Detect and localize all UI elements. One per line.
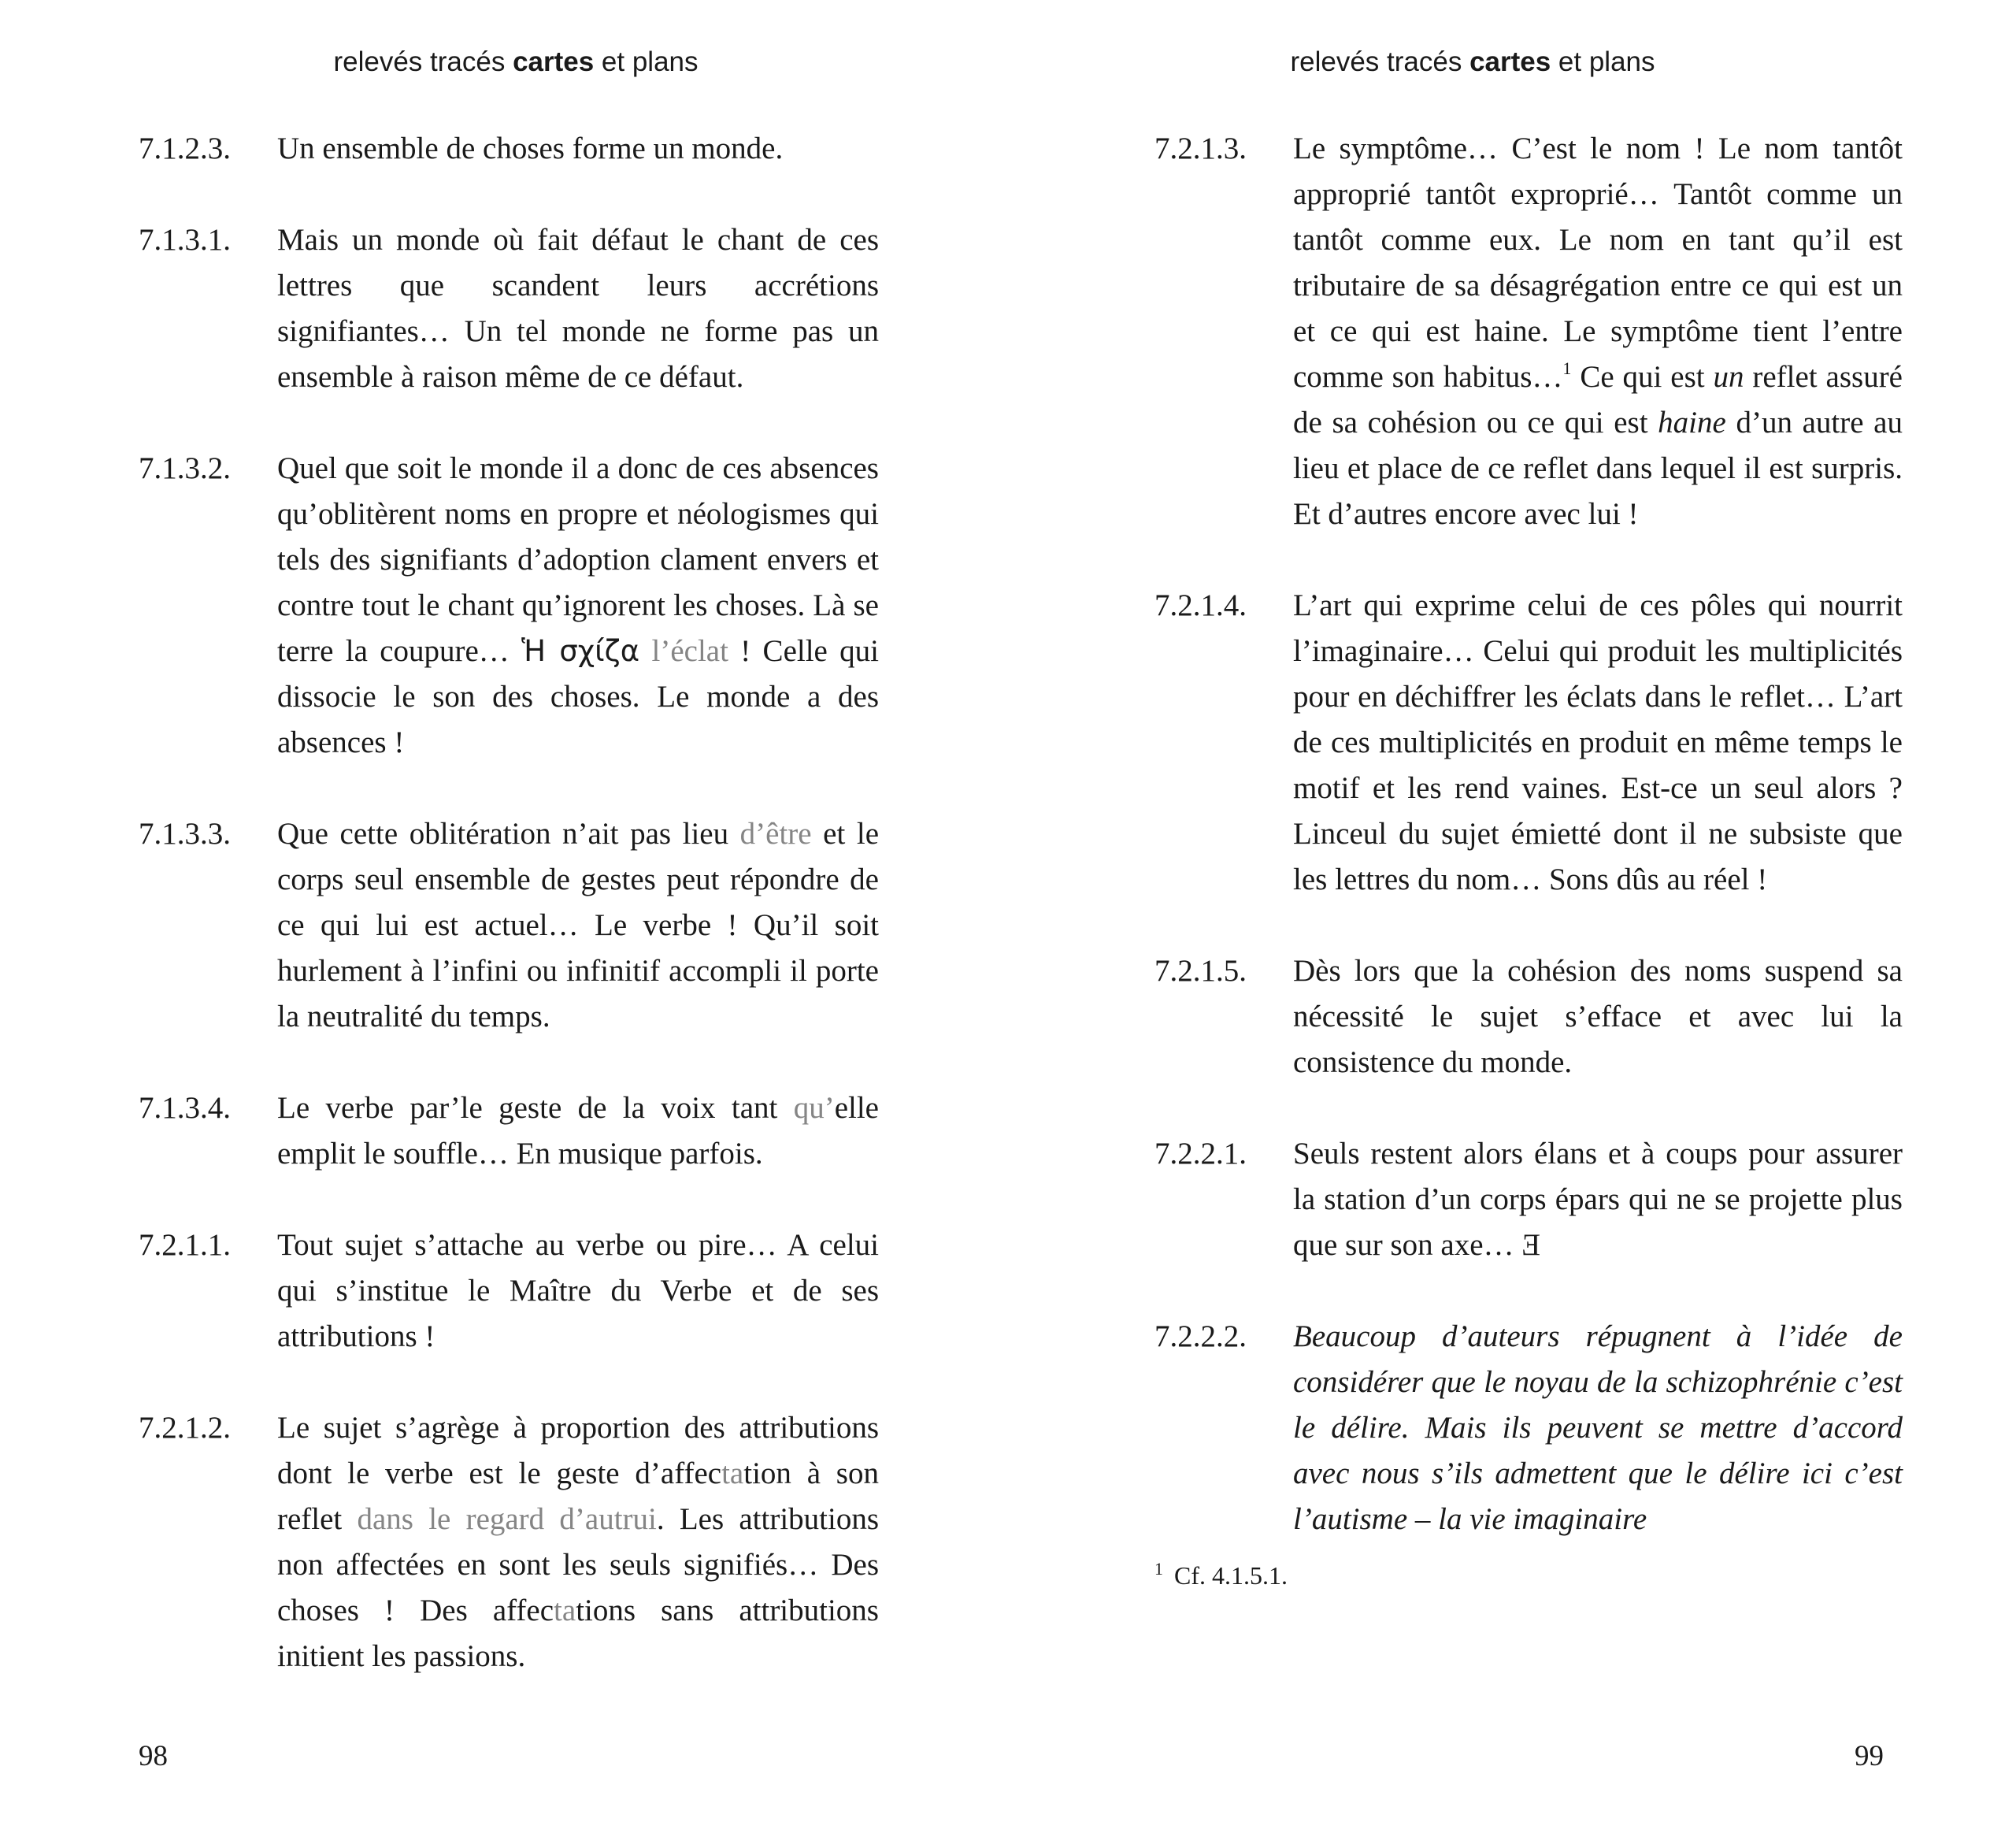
paragraph-number: 7.2.1.5. bbox=[1154, 954, 1247, 988]
paragraph-7-2-1-1 bbox=[139, 1223, 879, 1360]
paragraph-7-2-1-5 bbox=[1154, 948, 1903, 1085]
paragraph-number: 7.1.3.3. bbox=[139, 817, 231, 851]
paragraph-7-1-2-3 bbox=[139, 126, 879, 172]
paragraph-7-2-1-4 bbox=[1154, 583, 1903, 903]
paragraph-number: 7.2.1.1. bbox=[139, 1228, 231, 1262]
paragraph-number: 7.2.1.2. bbox=[139, 1411, 231, 1445]
paragraph-text: Le symptôme… C’est le nom ! Le nom tantôt approprié tantôt exproprié… Tantôt comme un tantôt comme eux. Le nom en tant qu’il est tributaire de sa désagrégation entre ce qui est un et ce qui est haine. Le symptôme tient l’entre comme son habitus…$^1$ Ce qui est un reflet assuré de sa cohésion ou ce qui est haine d’un autre au lieu et place de ce reflet dans lequel il est surpris. Et d’autres encore avec lui ! bbox=[1293, 132, 1903, 531]
paragraph-number: 7.2.1.3. bbox=[1154, 132, 1247, 165]
right-page bbox=[1008, 0, 2016, 1833]
paragraph-7-1-3-1 bbox=[139, 217, 879, 400]
footnote-text: Cf. 4.1.5.1. bbox=[1174, 1561, 1288, 1590]
page-number-left: 98 bbox=[139, 1740, 168, 1772]
paragraph-7-2-1-3 bbox=[1154, 126, 1903, 537]
paragraph-text: Seuls restent alors élans et à coups pour assurer la station d’un corps épars qui ne se projette plus que sur son axe… Ǝ bbox=[1293, 1137, 1903, 1262]
paragraph-text: Dès lors que la cohésion des noms suspend sa nécessité le sujet s’efface et avec lui la consistence du monde. bbox=[1293, 954, 1903, 1079]
paragraph-text: Tout sujet s’attache au verbe ou pire… A celui qui s’institue le Maître du Verbe et de ses attributions ! bbox=[277, 1228, 879, 1353]
paragraph-number: 7.2.1.4. bbox=[1154, 588, 1247, 622]
paragraph-text: L’art qui exprime celui de ces pôles qui nourrit l’imaginaire… Celui qui produit les multiplicités pour en déchiffrer les éclats dans le reflet… L’art de ces multiplicités en produit en même temps le motif et les rend vaines. Est-ce un seul alors ? Linceul du sujet émietté dont il ne subsiste que les lettres du nom… Sons dûs au réel ! bbox=[1293, 588, 1903, 896]
paragraph-number: 7.1.3.1. bbox=[139, 223, 231, 257]
gray-highlight: l’éclat bbox=[651, 634, 728, 668]
paragraph-text: Le verbe par’le geste de la voix tant qu’elle emplit le souffle… En musique parfois. bbox=[277, 1091, 879, 1171]
page-number-right: 99 bbox=[1855, 1740, 1884, 1772]
running-head-right: relevés tracés cartes et plans bbox=[1290, 46, 1655, 77]
right-page-content bbox=[1154, 126, 1903, 1593]
gray-highlight: qu’ bbox=[793, 1091, 835, 1125]
gray-highlight: d’être bbox=[739, 817, 812, 851]
paragraph-7-1-3-3 bbox=[139, 811, 879, 1040]
paragraph-text-quote: Beaucoup d’auteurs répugnent à l’idée de considérer que le noyau de la schizophrénie c’est le délire. Mais ils peuvent se mettre d’accord avec nous s’ils admettent que le délire ici c’est l’autisme – la vie imaginaire bbox=[1293, 1319, 1903, 1536]
footnote-mark: 1 bbox=[1154, 1559, 1163, 1579]
gray-highlight: dans le regard d’autrui bbox=[357, 1502, 657, 1536]
paragraph-number: 7.1.3.4. bbox=[139, 1091, 231, 1125]
paragraph-number: 7.2.2.1. bbox=[1154, 1137, 1247, 1171]
paragraph-7-2-1-2 bbox=[139, 1405, 879, 1679]
left-page-content bbox=[139, 126, 879, 1725]
paragraph-7-2-2-2 bbox=[1154, 1314, 1903, 1542]
paragraph-7-2-2-1 bbox=[1154, 1131, 1903, 1268]
footnote-reference: 1 bbox=[1562, 358, 1572, 378]
paragraph-number: 7.1.2.3. bbox=[139, 132, 231, 165]
paragraph-text: Quel que soit le monde il a donc de ces absences qu’oblitèrent noms en propre et néologismes qui tels des signifiants d’adoption clament envers et contre tout le chant qu’ignorent les choses. Là se terre la coupure… Ἡ σχίζα l’éclat ! Celle qui dissocie le son des choses. Le monde a des absences ! bbox=[277, 451, 879, 759]
paragraph-text: Le sujet s’agrège à proportion des attributions dont le verbe est le geste d’affectation à son reflet dans le regard d’autrui. Les attributions non affectées en sont les seuls signifiés… Des choses ! Des affectations sans attributions initient les passions. bbox=[277, 1411, 880, 1673]
paragraph-7-1-3-2 bbox=[139, 446, 879, 766]
paragraph-text: Un ensemble de choses forme un monde. bbox=[277, 132, 784, 165]
paragraph-7-1-3-4 bbox=[139, 1085, 879, 1177]
running-head-left: relevés tracés cartes et plans bbox=[333, 46, 699, 77]
gray-highlight: ta bbox=[554, 1594, 576, 1627]
paragraph-number: 7.1.3.2. bbox=[139, 451, 231, 485]
greek-word: Ἡ σχίζα bbox=[521, 634, 640, 668]
paragraph-text: Mais un monde où fait défaut le chant de ces lettres que scandent leurs accrétions signifiantes… Un tel monde ne forme pas un ensemble à raison même de ce défaut. bbox=[277, 223, 879, 394]
paragraph-number: 7.2.2.2. bbox=[1154, 1319, 1247, 1353]
gray-highlight: ta bbox=[721, 1456, 744, 1490]
paragraph-text: Que cette oblitération n’ait pas lieu d’être et le corps seul ensemble de gestes peut répondre de ce qui lui est actuel… Le verbe ! Qu’il soit hurlement à l’infini ou infinitif accompli il porte la neutralité du temps. bbox=[277, 817, 880, 1033]
footnote bbox=[1154, 1552, 1903, 1593]
